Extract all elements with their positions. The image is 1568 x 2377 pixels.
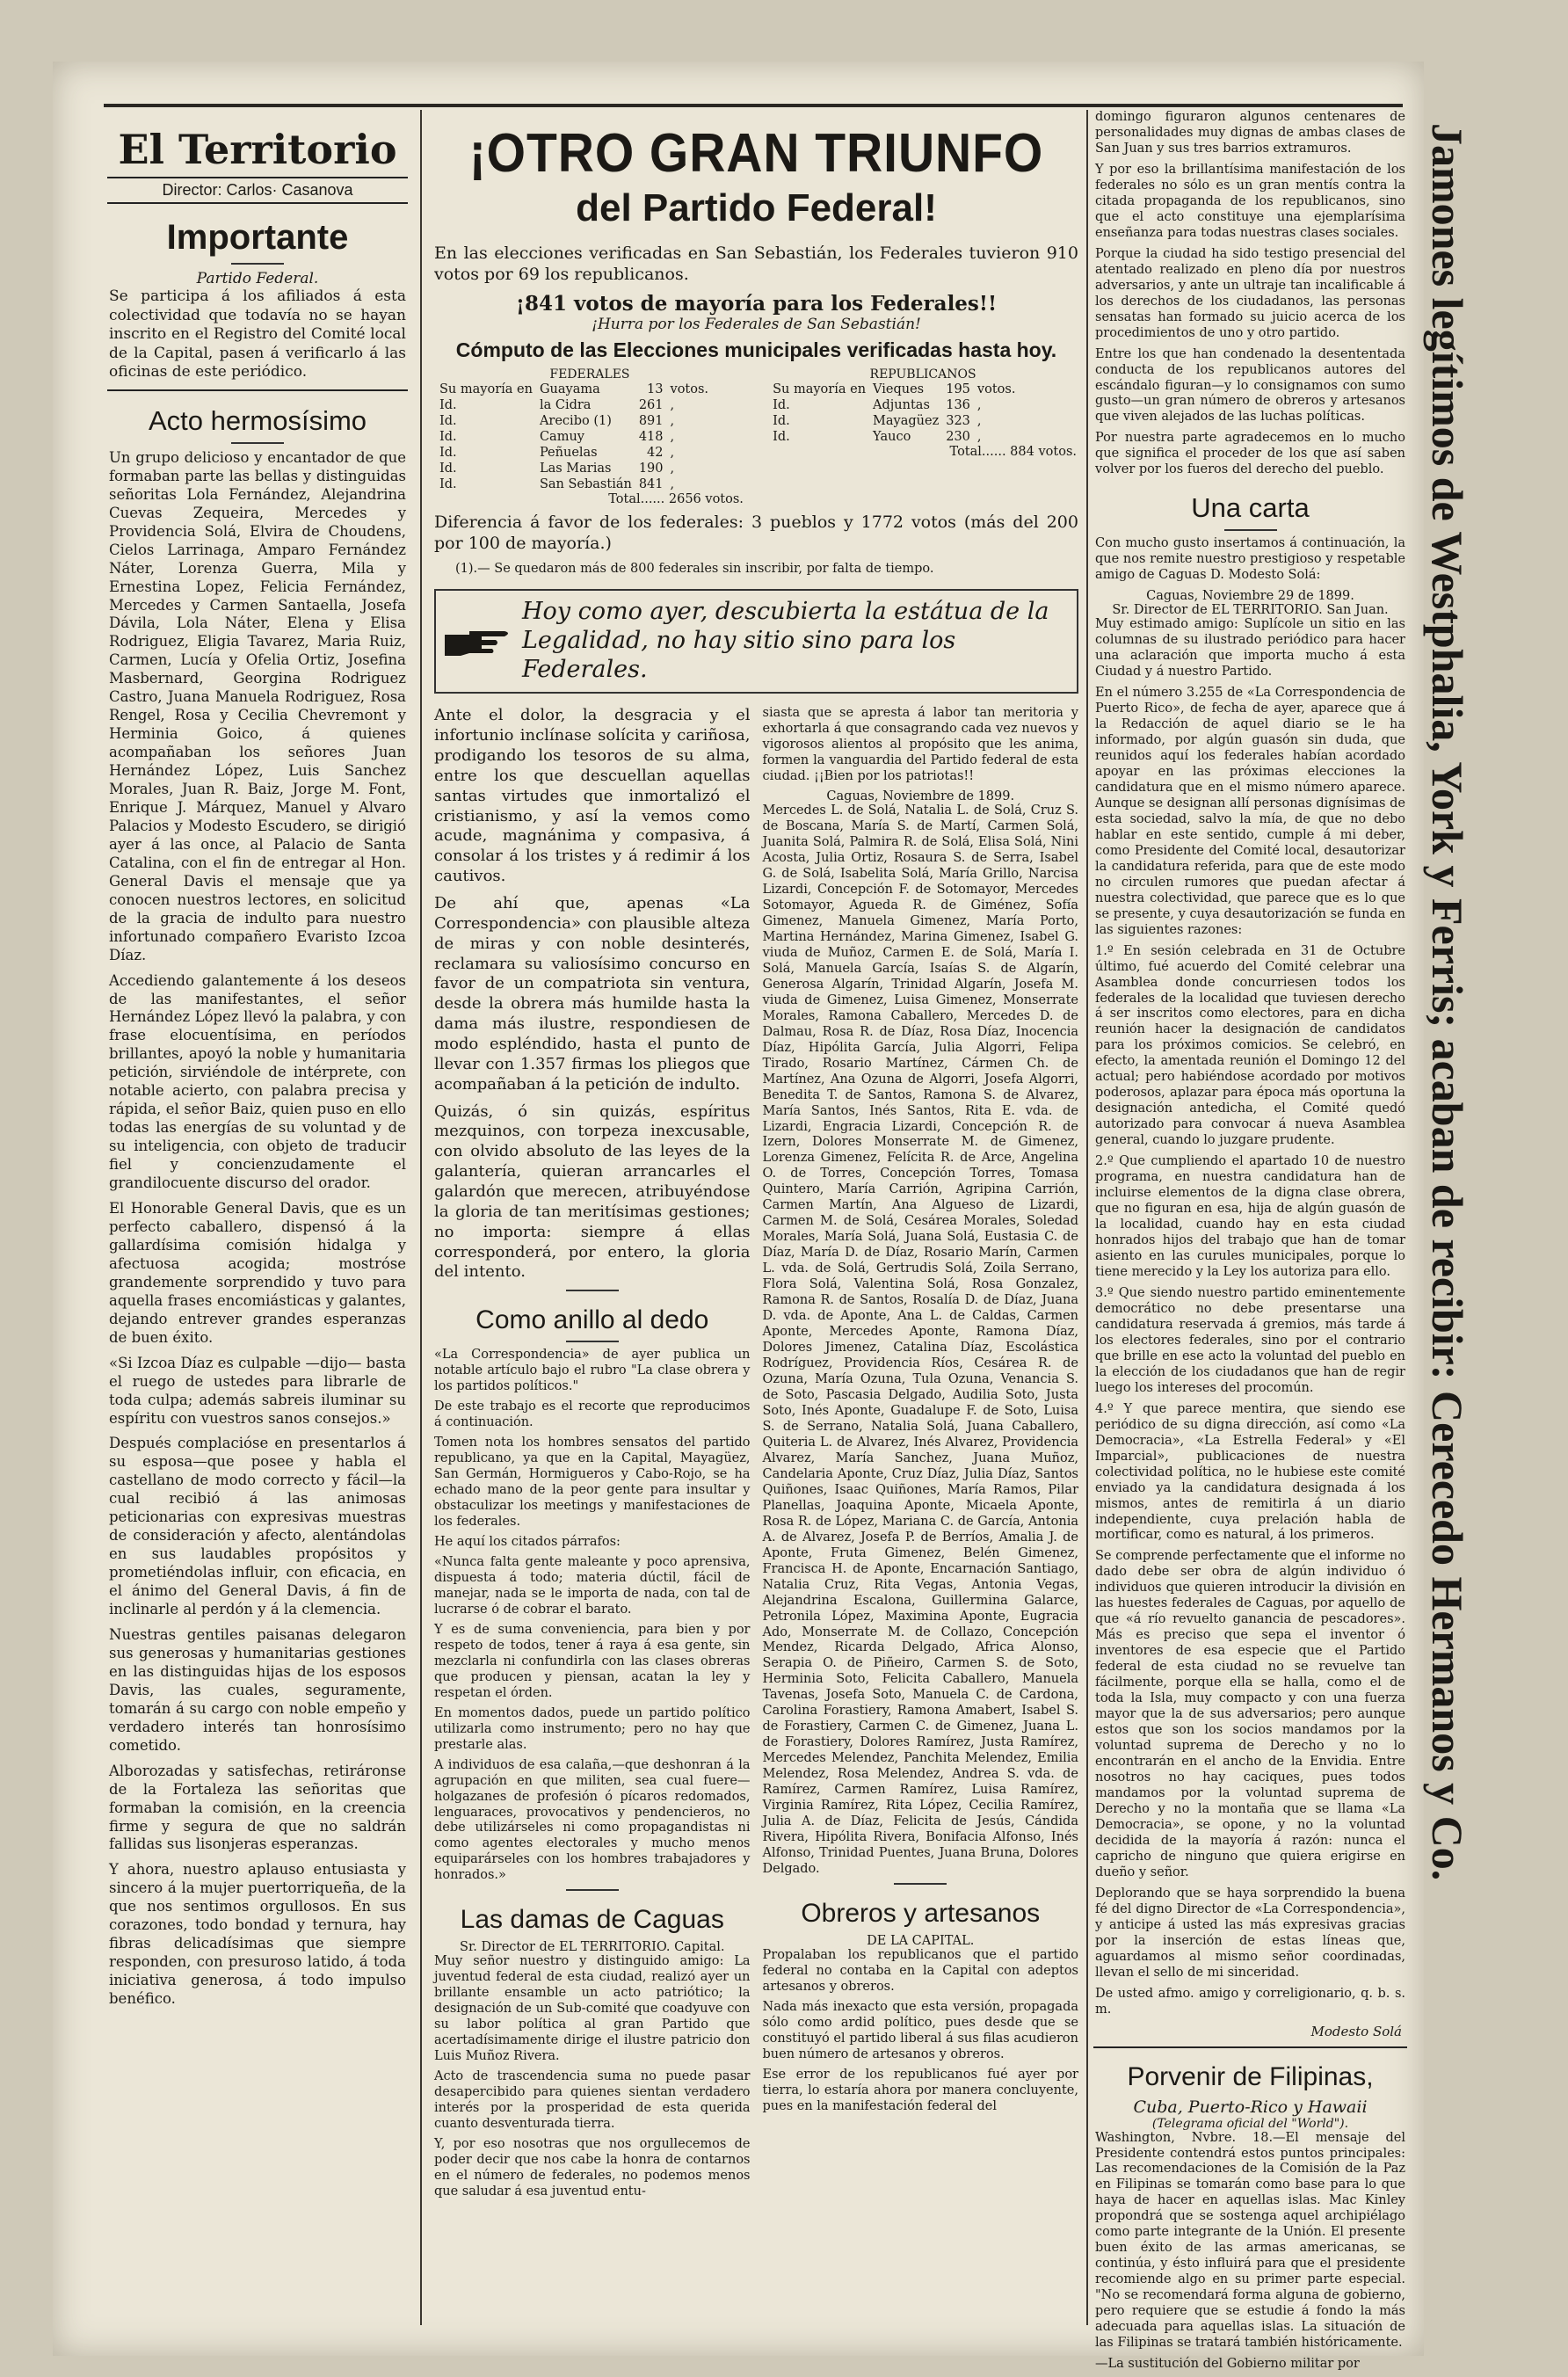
- republicanos-total: Total...... 884 votos.: [949, 445, 1077, 460]
- column-center: [429, 110, 1084, 2325]
- vote-cell: ,: [976, 430, 982, 445]
- republicanos-rows: [769, 382, 1019, 445]
- vote-cell: Id.: [439, 414, 457, 429]
- importante-byline: Partido Federal.: [196, 270, 319, 287]
- signers-place: Caguas, Noviembre de 1899.: [826, 789, 1015, 804]
- top-paragraph: Porque la ciudad ha sido testigo presencial del atentado realizado en pleno día por nuestros adversarios, y ante un ultraje tan incalificable á los derechos de los ciudadanos, las personas sensatas han formado su juicio acerca de los procedimientos de uno y otro partido.: [1095, 246, 1405, 340]
- banner-box: [434, 589, 1078, 694]
- divider: [231, 442, 284, 444]
- vote-cell: San Sebastián: [539, 477, 632, 492]
- vote-cell: Yauco: [873, 430, 911, 445]
- vote-cell: Arecibo (1): [539, 414, 612, 429]
- vote-cell: votos.: [976, 382, 1016, 397]
- column-rule: [420, 110, 422, 2325]
- ante-paragraph: De ahí que, apenas «La Correspondencia» con plausible alteza de miras y con noble desinterés, reclamara su valiosísimo concurso en favor de un compatriota sin ventura, desde la obrera más humilde hasta la dama más ilustre, respondiesen de modo espléndido, hasta el punto de llevar con 1.357 firmas los pliegos que acompañaban á la petición de indulto.: [434, 894, 751, 1094]
- vote-row: [769, 429, 1019, 445]
- signers-intro: siasta que se apresta á labor tan meritoria y exhortarla á que consagrando cada vez nuevos y vigorosos alientos al propósito que les anima, formen la vanguardia del Partido federal de esta ciudad. ¡¡Bien por los patriotas!!: [762, 706, 1078, 784]
- federales-table: [436, 367, 744, 506]
- vote-cell: ,: [670, 446, 675, 461]
- vote-cell: la Cidra: [539, 398, 592, 413]
- acto-paragraph: Después complacióse en presentarlos á su esposa—que posee y habla el castellano de modo correcto y fácil—la cual recibió á las animosas peticionarias con expresivas muestras de consideración y afecto, alentándolas en sus laudables propósitos y prometiéndolas influir, con eficacia, en el ánimo del General Davis, á fin de inclinarle al perdón y á la clemencia.: [109, 1435, 406, 1618]
- vote-cell: Id.: [439, 446, 457, 461]
- pointing-hand-icon: [443, 624, 513, 659]
- anillo-paragraph: En momentos dados, puede un partido político utilizarla como instrumento; pero no hay que prestarle alas.: [434, 1705, 751, 1752]
- computo-heading: Cómputo de las Elecciones municipales verificadas hasta hoy.: [455, 338, 1057, 362]
- top-paragraph: Entre los que han condenado la desententada conducta de los republicanos autores del escándalo figuran—y lo consignamos con sumo gusto—un gran número de obreros y artesanos que viven alejados de las luchas políticas.: [1095, 346, 1405, 425]
- vote-cell: ,: [670, 477, 675, 492]
- vote-row: [436, 476, 712, 492]
- carta-heading: Una carta: [1191, 492, 1310, 524]
- obreros-paragraph: Propalaban los republicanos que el partido federal no contaba en la Capital con adeptos artesanos y obreros.: [762, 1948, 1078, 1994]
- vote-cell: 323: [946, 414, 970, 429]
- vote-cell: ,: [670, 414, 675, 429]
- porvenir-note: (Telegrama oficial del "World").: [1151, 2116, 1349, 2131]
- vote-row: [769, 413, 1019, 429]
- porvenir-paragraph: Washington, Nvbre. 18.—El mensaje del Presidente contendrá estos puntos principales: Las recomendaciones de la Comisión de la Paz en Filipinas se tomarán como base para lo que haya de hacer en aquellas islas. Mac Kinley propondrá que se sostenga aquel archipiélago como parte integrante de la Unión. El presente buen éxito de las armas americanas, se continúa, y ésto influirá para que el presidente recomiende algo en su primer parte especial. "No se recomendará forma alguna de gobierno, pero requiere que se estudie á fondo la más adecuada para aquellas islas. La situación de las Filipinas se tratará también históricamente.: [1095, 2130, 1405, 2351]
- obreros-paragraph: Ese error de los republicanos fué ayer por tierra, lo estaría ahora por manera concluyente, pues en la manifestación federal del: [762, 2067, 1078, 2113]
- republicanos-table: [769, 367, 1077, 506]
- vote-cell: 418: [638, 430, 664, 445]
- vote-row: [436, 397, 712, 413]
- acto-paragraph: Y ahora, nuestro aplauso entusiasta y sincero á la mujer puertorriqueña, de la que nos sentimos orgullosos. En sus corazones, todo bondad y ternura, hay fibras delicadísimas que siempre responden, con presuroso latido, á toda iniciativa generosa, á todo impulso benéfico.: [109, 1861, 406, 2008]
- federales-total: Total...... 2656 votos.: [608, 492, 744, 507]
- carta-paragraph: 3.º Que siendo nuestro partido eminentemente democrático no debe presentarse una candidatura reservada á gremios, más tarde á los electores federales, sino por el contrario que brille en ese acto la voluntad del pueblo en la elección de los ciudadanos que han de regir luego los intereses del procomún.: [1095, 1285, 1405, 1395]
- porvenir-paragraph: —La sustitución del Gobierno militar por: [1095, 2357, 1360, 2372]
- carta-paragraph: Deplorando que se haya sorprendido la buena fé del digno Director de «La Correspondencia», y anticipe á usted las más expresivas gracias por la inserción de estas líneas que, aguardamos al mismo señor coordinadas, llevan el sello de mi sinceridad.: [1095, 1886, 1405, 1980]
- carta-paragraph: 1.º En sesión celebrada en 31 de Octubre último, fué acuerdo del Comité celebrar una Asamblea donde concurriesen todos los federales de la localidad que tuviesen derecho á ser inscritos como electores, para en dicha reunión hacer la designación de candidatos para los próximos comicios. Se celebró, en efecto, la amentada reunión el Domingo 12 del actual; pero habiéndose acordado por motivos poderosos, aplazar para época más oportuna la designación antedicha, el Comité quedó autorizado para convocar á nueva Asamblea general, cuando lo juzgare prudente.: [1095, 943, 1405, 1148]
- ante-paragraph: Ante el dolor, la desgracia y el infortunio inclínase solícita y cariñosa, prodigando los tesoros de su alma, entre los que descuellan aquellas santas virtudes que inmortalizó el cristianismo, y así la vemos como acude, magnánima y compasiva, á consolar á los tristes y á redimir á los cautivos.: [434, 706, 751, 886]
- masthead-director: Director: Carlos· Casanova: [107, 177, 408, 204]
- damas-paragraph: Acto de trascendencia suma no puede pasar desapercibido para quienes sientan verdadero interés por la prosperidad de esta querida cuanto desventurada tierra.: [434, 2069, 751, 2132]
- vote-row: [436, 461, 712, 476]
- vote-cell: Id.: [773, 414, 790, 429]
- vote-row: [769, 382, 1019, 397]
- vote-cell: Id.: [439, 477, 457, 492]
- vote-cell: 261: [638, 398, 664, 413]
- vote-row: [436, 413, 712, 429]
- diferencia-line: Diferencia á favor de los federales: 3 pueblos y 1772 votos (más del 200 por 100 de mayoría.): [434, 512, 1078, 554]
- top-paragraph: Y por eso la brillantísima manifestación de los federales no sólo es un gran mentís contra la citada propaganda de los republicanos, sino que el acto constituye una ejemplarísima enseñanza para todas nuestras clases sociales.: [1095, 162, 1405, 240]
- center-subcolumn-right: [763, 706, 1079, 2205]
- federales-rows: [436, 382, 712, 492]
- top-paragraph: Por nuestra parte agradecemos en lo mucho que significa el proceder de los que así saben volver por los fueros del derecho del pueblo.: [1095, 431, 1405, 477]
- divider: [566, 1341, 619, 1342]
- lead-text: En las elecciones verificadas en San Sebastián, los Federales tuvieron 910 votos por 69 los republicanos.: [434, 244, 1078, 285]
- vote-cell: 195: [946, 382, 970, 397]
- carta-intro: Con mucho gusto insertamos á continuación, la que nos remite nuestro prestigioso y respetable amigo de Caguas D. Modesto Solá:: [1095, 536, 1405, 583]
- top-rule: [104, 104, 1403, 107]
- damas-salutation: Sr. Director de EL TERRITORIO. Capital.: [460, 1940, 725, 1955]
- vote-cell: Id.: [439, 430, 457, 445]
- obreros-subheading: DE LA CAPITAL.: [867, 1934, 975, 1948]
- vote-cell: Camuy: [539, 430, 584, 445]
- acto-paragraph: «Si Izcoa Díaz es culpable —dijo— basta el ruego de ustedes para librarle de toda culpa; además sabreis iluminar su espíritu con vuestros sanos consejos.»: [109, 1354, 407, 1427]
- porvenir-heading: Porvenir de Filipinas,: [1127, 2061, 1374, 2091]
- vote-cell: Las Marias: [539, 462, 612, 476]
- acto-paragraph: Alborozadas y satisfechas, retiráronse de la Fortaleza las señoritas que formaban la comisión, en la creencia firme y segura de que no saldrán fallidas sus lisonjeras esperanzas.: [109, 1762, 406, 1853]
- vote-cell: Vieques: [873, 382, 925, 397]
- vote-cell: ,: [670, 462, 675, 476]
- anillo-paragraph: He aquí los citados párrafos:: [434, 1535, 621, 1549]
- headline: ¡OTRO GRAN TRIUNFO: [468, 123, 1044, 184]
- vote-cell: Id.: [439, 398, 457, 413]
- majority-line: ¡841 votos de mayoría para los Federales!!: [515, 292, 998, 316]
- vote-row: [769, 397, 1019, 413]
- acto-paragraph: El Honorable General Davis, que es un perfecto caballero, dispensó á la gallardísima comisión hidalga y afectuosa acogida; mostróse grandemente sorprendido y tuvo para aquella frases encomiásticas y galantes, dejando entrever grandes esperanzas de buen éxito.: [109, 1200, 406, 1346]
- anillo-paragraph: Tomen nota los hombres sensatos del partido republicano, ya que en la Capital, Mayagüez, San Germán, Hormigueros y Cabo-Rojo, se ha echado mano de la peor gente para insultar y obstaculizar los meetings y manifestaciones de los federales.: [434, 1436, 751, 1530]
- vote-row: [436, 445, 712, 461]
- divider: [231, 263, 284, 265]
- carta-paragraph: 4.º Y que parece mentira, que siendo ese periódico de su digna dirección, así como «La Democracia», «La Estrella Federal» y «El Imparcial», publicaciones de nuestra colectividad política, no le hubiese este comité enviado ya la candidatura designada á los mismos, antes de remitirla á un diario independiente, cuya prelación habla de mortificar, como es natural, á los primeros.: [1095, 1401, 1405, 1543]
- acto-paragraph: Un grupo delicioso y encantador de que formaban parte las bellas y distinguidas señoritas Lola Fernández, Alejandrina Cuevas Zequeira, Mercedes y Providencia Solá, Elvira de Choudens, Cielos Larrinaga, Amparo Fernández Náter, Lorenza Guerra, Mila y Ernestina Lopez, Felicia Fernández, Mercedes y Carmen Santaella, Josefa Dávila, Lola Náter, Elena y Elisa Rodriguez, Eligia Tavarez, Maria Ruiz, Carmen, Lucía y Ofelia Ortiz, Josefina Masbernard, Georgina Rodriguez Castro, Juana Manuela Rodriguez, Rosa Rengel, Rosa y Cecilia Chevremont y Herminia Goico, á quienes acompañaban los señores Juan Hernández López, Luis Sanchez Morales, Juan R. Baiz, Jorge M. Font, Enrique J. Márquez, Manuel y Alvaro Palacios y Modesto Escudero, se dirigió ayer á las once, al Palacio de Santa Catalina, con el fin de entregar al Hon. General Davis el mensaje que ya conocen nuestros lectores, en solicitud de la gracia de indulto para nuestro infortunado compañero Evaristo Izcoa Díaz.: [109, 448, 406, 963]
- vote-cell: 891: [638, 414, 664, 429]
- carta-date: Caguas, Noviembre 29 de 1899.: [1146, 589, 1354, 604]
- vote-cell: 230: [946, 430, 970, 445]
- vote-cell: 190: [638, 462, 664, 476]
- vote-row: [436, 429, 712, 445]
- vote-cell: Id.: [773, 430, 790, 445]
- anillo-paragraph: A individuos de esa calaña,—que deshonran á la agrupación en que militen, sea cual fuere—holgazanes de profesión ó pícaros redomados, lenguaraces, provocativos y pendencieros, no debe utilizárseles ni como propagandistas ni como agentes electorales y mucho menos equiparárseles con los hombres trabajadores y honrados.»: [434, 1757, 751, 1883]
- vote-cell: 42: [647, 446, 664, 461]
- vote-row: [436, 382, 712, 397]
- column-rule: [1086, 110, 1088, 2325]
- carta-paragraph: En el número 3.255 de «La Correspondencia de Puerto Rico», de fecha de ayer, aparece que á la Redacción de aquel diario se le ha informado, por algún guasón sin duda, que reunidos aquí los federales habían acordado apoyar en las próximas elecciones la candidatura que en el mismo número aparece. Aunque se designan allí personas dignísimas de esta sociedad, salvo la mía, de que no debo hablar en este sentido, cumple á mi deber, como Presidente del Comité local, desautorizar la candidatura referida, para que de este modo no circulen rumores que puedan afectar á nuestra colectividad, que parece que es lo que se presente, y cuya desautorización se funda en las siguientes razones:: [1095, 686, 1405, 937]
- center-subcolumns: [434, 706, 1078, 2205]
- divider: [1224, 529, 1277, 531]
- subheadline: del Partido Federal!: [576, 186, 937, 229]
- banner-text: Hoy como ayer, descubierta la estátua de la Legalidad, no hay sitio sino para los Federales.: [522, 598, 1049, 684]
- masthead-title: El Territorio: [118, 126, 397, 173]
- acto-paragraph: Nuestras gentiles paisanas delegaron sus generosas y humanitarias gestiones en las distinguidas hijas de los esposos Davis, las cuales, seguramente, tomarán á su cargo con noble empeño y verdadero interés tan honrosísimo cometido.: [109, 1625, 406, 1754]
- carta-paragraph: 2.º Que cumpliendo el apartado 10 de nuestro programa, en nuestra candidatura han de incluirse elementos de la digna clase obrera, que no figuran en esa, hija de algún guasón de la localidad, cuando hay en esta ciudad honrados hijos del trabajo que han de tomar asiento en las curules municipales, porque lo tiene merecido y la Ley los autoriza para ello.: [1095, 1154, 1405, 1279]
- vote-cell: Id.: [773, 398, 790, 413]
- vertical-ad-text: Jamones legítimos de Westphalia, York y Ferris; acaban de recibir: Cerecedo Hermanos y Co.: [1423, 123, 1472, 1881]
- vote-cell: 841: [638, 477, 664, 492]
- vote-cell: Id.: [439, 462, 457, 476]
- vote-cell: Mayagüez: [873, 414, 940, 429]
- anillo-heading: Como anillo al dedo: [475, 1305, 709, 1335]
- vote-cell: Guayama: [539, 382, 600, 397]
- carta-signature: Modesto Solá: [1310, 2023, 1402, 2039]
- divider: [894, 1883, 947, 1885]
- column-left: [104, 110, 411, 2325]
- anillo-paragraph: De este trabajo es el recorte que reproducimos á continuación.: [434, 1399, 751, 1430]
- damas-paragraph: Y, por eso nosotras que nos orgullecemos de poder decir que nos cabe la honra de contarnos en el número de federales, no podemos menos que saludar á esa juventud entu-: [434, 2137, 751, 2199]
- vote-tables: [436, 367, 1077, 506]
- vertical-ad: [1422, 123, 1475, 2303]
- column-right: [1090, 110, 1411, 2372]
- vote-cell: ,: [670, 430, 675, 445]
- divider: [107, 389, 408, 391]
- anillo-paragraph: «Nunca falta gente maleante y poco aprensiva, dispuesta á todo; materia dúctil, fácil de manejar, nada se le importa de nada, con tal de lucrarse ó de cobrar el barato.: [434, 1554, 751, 1617]
- importante-text: Se participa á los afiliados á esta colectividad que todavía no se hayan inscrito en el Registro del Comité local de la Capital, pasen á verificarlo á las oficinas de este periódico.: [109, 287, 406, 382]
- obreros-heading: Obreros y artesanos: [801, 1899, 1041, 1928]
- vote-cell: ,: [976, 414, 982, 429]
- carta-salutation: Sr. Director de EL TERRITORIO. San Juan.: [1112, 603, 1389, 618]
- vote-cell: votos.: [670, 382, 709, 397]
- importante-heading: Importante: [166, 218, 349, 257]
- vote-cell: Peñuelas: [539, 446, 598, 461]
- vote-cell: 13: [647, 382, 664, 397]
- divider: [566, 1889, 619, 1891]
- vote-cell: ,: [976, 398, 982, 413]
- vote-cell: Su mayoría en: [773, 382, 867, 397]
- anillo-paragraph: «La Correspondencia» de ayer publica un notable artículo bajo el rubro "La clase obrera y los partidos políticos.": [434, 1348, 751, 1394]
- divider: [1093, 2046, 1407, 2048]
- ante-paragraph: Quizás, ó sin quizás, espíritus mezquinos, con torpeza inexcusable, con olvido absoluto de las leyes de la galantería, quieran arrancarles el galardón que merecen, atribuyéndose la gloria de tan meritísimas gestiones; no importa: siempre á ellas corresponderá, por entero, la gloria del intento.: [434, 1101, 751, 1282]
- obreros-paragraph: Nada más inexacto que esta versión, propagada sólo como ardid político, pues desde que se constituyó el partido liberal á sus filas acudieron buen número de artesanos y obreros.: [762, 1999, 1078, 2061]
- hurra-line: ¡Hurra por los Federales de San Sebastián!: [592, 316, 921, 334]
- acto-paragraph: Accediendo galantemente á los deseos de las manifestantes, el señor Hernández López llevó la palabra, y con frase elocuentísima, en períodos brillantes, apoyó la noble y humanitaria petición, sirviéndole de intérprete, con notable acierto, con palabra precisa y rápida, el señor Baiz, quien puso en ello todas las energías de su voluntad y de su inteligencia, con objeto de traducir fiel y concienzudamente el grandilocuente discurso del orador.: [109, 971, 406, 1192]
- anillo-paragraph: Y es de suma conveniencia, para bien y por respeto de todos, tener á raya á esa gente, sin mezclarla ni confundirla con las clases obreras que producen y piensan, acatan la ley y respetan el órden.: [434, 1622, 751, 1700]
- vote-cell: 136: [946, 398, 970, 413]
- vote-cell: ,: [670, 398, 675, 413]
- center-subcolumn-left: [434, 706, 751, 2205]
- top-paragraph: domingo figuraron algunos centenares de personalidades muy dignas de ambas clases de San Juan y sus tres barrios extramuros.: [1095, 110, 1405, 156]
- damas-heading: Las damas de Caguas: [460, 1905, 724, 1935]
- signers-list: Mercedes L. de Solá, Natalia L. de Solá, Cruz S. de Boscana, María S. de Martí, Carmen Solá, Juanita Solá, Palmira R. de Solá, Elisa Solá, Nini Acosta, Julia Ortiz, Rosaura S. de Serra, Isabel G. de Solá, Isabelita Solá, María Grillo, Narcisa Lizardi, Concepción F. de Sotomayor, Mercedes Sotomayor, Agueda R. de Giménez, Sofía Gimenez, Manuela Gimenez, María Porto, Martina Hernández, Marina Gimenez, Isabel G. viuda de Muñoz, Carmen E. de Solá, María I. Solá, Manuela García, Isaías S. de Algarín, Generosa Algarín, Trinidad Algarín, Josefa M. viuda de Gimenez, Luisa Gimenez, Monserrate Morales, Ramona Caballero, Mercedes D. de Dalmau, Rosa R. de Díaz, Rosa Díaz, Inocencia Díaz, Hipólita García, Julia Algorri, Felipa Tirado, Rosario Martínez, Cármen Ch. de Martínez, Ana Ozuna de Algorri, Josefa Algorri, Benedita T. de Santos, Ramona S. de Alvarez, María Santos, Inés Santos, Rita E. vda. de Lizardi, Engracia Lizardi, Concepción R. de Izern, Dolores Monserrate M. de Gimenez, Lorenza Gimenez, Felícita R. de Arce, Angelina O. de Torres, Concepción Torres, Tomasa Quintero, María Carrión, Agripina Carrión, Carmen Martín, Ana Algueso de Lizardi, Carmen M. de Solá, Cesárea Morales, Soledad Morales, María Solá, Juana Solá, Eustasia C. de Díaz, María D. de Díaz, Rosario Marín, Carmen L. vda. de Solá, Gertrudis Solá, Zoila Serrano, Flora Solá, Valentina Solá, Rosa Gonzalez, Ramona R. de Santos, Rosalía D. de Díaz, Juana D. vda. de Aponte, Ana L. de Caldas, Carmen Aponte, Mercedes Aponte, Ramona Díaz, Dolores Jimenez, Catalina Díaz, Escolástica Rodríguez, Providencia Ríos, Cesárea R. de Ozuna, María Ozuna, Tula Ozuna, Venancia S. de Soto, Pascasia Delgado, Audilia Soto, Justa Soto, Inés Aponte, Guadalupe F. de Soto, Luisa S. de Serrano, Natalia Solá, Juana Caballero, Quiteria L. de Alvarez, Inés Alvarez, Providencia Alvarez, María Sanchez, Juana Muñoz, Candelaria Aponte, Cruz Díaz, Julia Díaz, Santos Quiñones, Isaac Quiñones, María Ramos, Pilar Planellas, Joaquina Aponte, Micaela Aponte, Rosa R. de López, Mariana C. de García, Antonia A. de Alvarez, Josefa P. de Berríos, Amalia J. de Aponte, Fruta Gimenez, Belén Gimenez, Francisca H. de Aponte, Encarnación Santiago, Natalia Cruz, Rita Vegas, Antonia Vegas, Alejandrina Escalona, Guillermina Galarce, Petronila López, Maximina Aponte, Eugracia Ado, Monserrate M. de Collazo, Concepción Mendez, Ricarda Delgado, Africa Alonso, Serapia O. de Piñeiro, Carmen S. de Soto, Herminia Soto, Felicita Caballero, Manuela Tavenas, Josefa Soto, Manuela C. de Cardona, Carolina Forastiery, Ramona Amabert, Isabel S. de Forastiery, Carmen C. de Gimenez, Juana L. de Forastiery, Dolores Ramírez, Justa Ramírez, Mercedes Melendez, Panchita Melendez, Emilia Melendez, Rosa Melendez, Andrea S. vda. de Ramírez, Carmen Ramírez, Luisa Ramírez, Virginia Ramírez, Rita López, Cecilia Ramírez, Julia A. de Díaz, Felicita de Jesús, Cándida Rivera, Hipólita Rivera, Bonifacia Alfonso, Inés Alfonso, Trinidad Puentes, Juana Bruna, Dolores Delgado.: [762, 803, 1078, 1877]
- carta-paragraph: De usted afmo. amigo y correligionario, q. b. s. m.: [1095, 1986, 1405, 2017]
- federales-label: FEDERALES: [549, 367, 630, 382]
- vote-cell: Adjuntas: [873, 398, 930, 413]
- republicanos-label: REPUBLICANOS: [869, 367, 976, 382]
- vote-cell: Su mayoría en: [439, 382, 533, 397]
- footnote: (1).— Se quedaron más de 800 federales sin inscribir, por falta de tiempo.: [455, 561, 934, 576]
- acto-heading: Acto hermosísimo: [148, 404, 367, 436]
- carta-paragraph: Muy estimado amigo: Suplícole un sitio en las columnas de su ilustrado periódico para hacer una aclaración que importa mucho á esta Ciudad y á nuestro Partido.: [1095, 617, 1405, 680]
- carta-paragraph: Se comprende perfectamente que el informe no dado debe ser obra de algún individuo ó individuos que quieren introducir la división en las huestes federales de Caguas, por aquello de que «á río revuelto ganancia de pescadores». Más es preciso que sepa el inventor ó inventores de esa especie que el Partido federal de esta ciudad no se revuelve tan fácilmente, porque ella se halla, como el de toda la Isla, muy compacto y con una fuerza mayor que la de sus adversarios; pero aunque estos que son los socios mandamos por la voluntad suprema de Derecho y no lo encontrarán en el ancho de la Envidia. Entre nosotros no hay caciques, pues todos mandamos por la voluntad suprema de Derecho y no la montaña que se llama «La Democracia», se opone, y no la voluntad decidida de la mayoría á razón: nunca el capricho de ninguno que quiera erigirse en dueño y señor.: [1095, 1549, 1405, 1879]
- damas-paragraph: Muy señor nuestro y distinguido amigo: La juventud federal de esta ciudad, realizó ayer un brillante ensamble un acto patriótico; la designación de un Sub-comité que coadyuve con su labor política al gran Partido que acertadísimamente dirige el ilustre patricio don Luis Muñoz Rivera.: [434, 1954, 751, 2064]
- divider: [566, 1290, 619, 1291]
- porvenir-subheading: Cuba, Puerto-Rico y Hawaii: [1133, 2097, 1368, 2117]
